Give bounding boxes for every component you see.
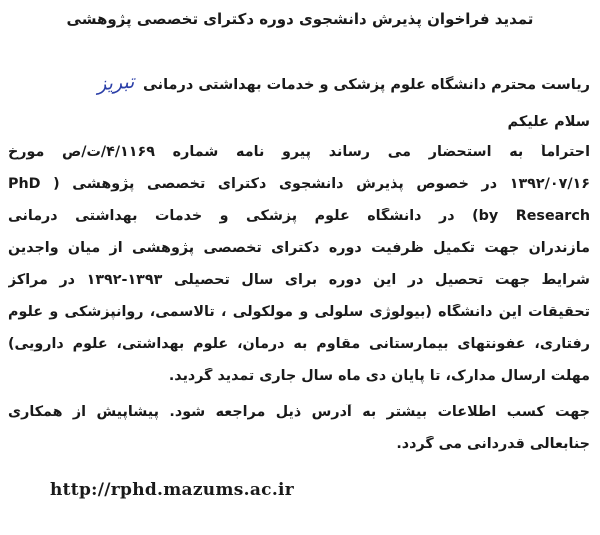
deadline-prefix: مهلت ارسال مدارک، [440,368,590,384]
body-line-3: by Research) در دانشگاه علوم پزشکی و خدمات بهداشتی درمانی [8,208,590,224]
letter-title: تمدید فراخوان پذیرش دانشجوی دوره دکترای تخصصی پژوهشی [66,10,534,28]
body-line-6: تحقیقات این دانشگاه (بیولوژی سلولی و مولکولی ، تالاسمی، روانپزشکی و علوم [8,304,590,320]
deadline-suffix: تمدید گردید. [168,368,260,384]
body-line-1: احتراماً به استحضار می رساند پیرو نامه شماره ۴/۱۱۶۹/ت/ص مورخ [8,144,590,160]
contact-line-2: جنابعالی قدردانی می گردد. [396,436,590,452]
body-line-5: شرایط جهت تحصیل در این دوره برای سال تحصیلی ۱۳۹۳-۱۳۹۲ در مراکز [8,272,590,288]
website-url: http://rphd.mazums.ac.ir [50,480,295,500]
contact-line-1: جهت کسب اطلاعات بیشتر به آدرس ذیل مراجعه شود. پیشاپیش از همکاری [8,404,590,420]
body-line-4: مازندران جهت تکمیل ظرفیت دوره دکترای تخصصی پژوهشی از میان واجدین [8,240,590,256]
recipient-line [97,72,590,94]
greeting: سلام علیکم [507,114,590,130]
body-line-2: ۱۳۹۲/۰۷/۱۶ در خصوص پذیرش دانشجوی دکترای تخصصی پژوهشی ( PhD [8,176,590,192]
deadline-line [169,368,590,384]
body-line-7: رفتاری، عفونتهای بیمارستانی مقاوم به درمان، علوم بهداشتی، علوم دارویی) [8,336,590,352]
handwritten-city: تبریز [95,70,135,96]
deadline-underlined: تا پایان دی ماه سال جاری [259,368,441,384]
recipient-text: ریاست محترم دانشگاه علوم پزشکی و خدمات بهداشتی درمانی [142,77,590,93]
